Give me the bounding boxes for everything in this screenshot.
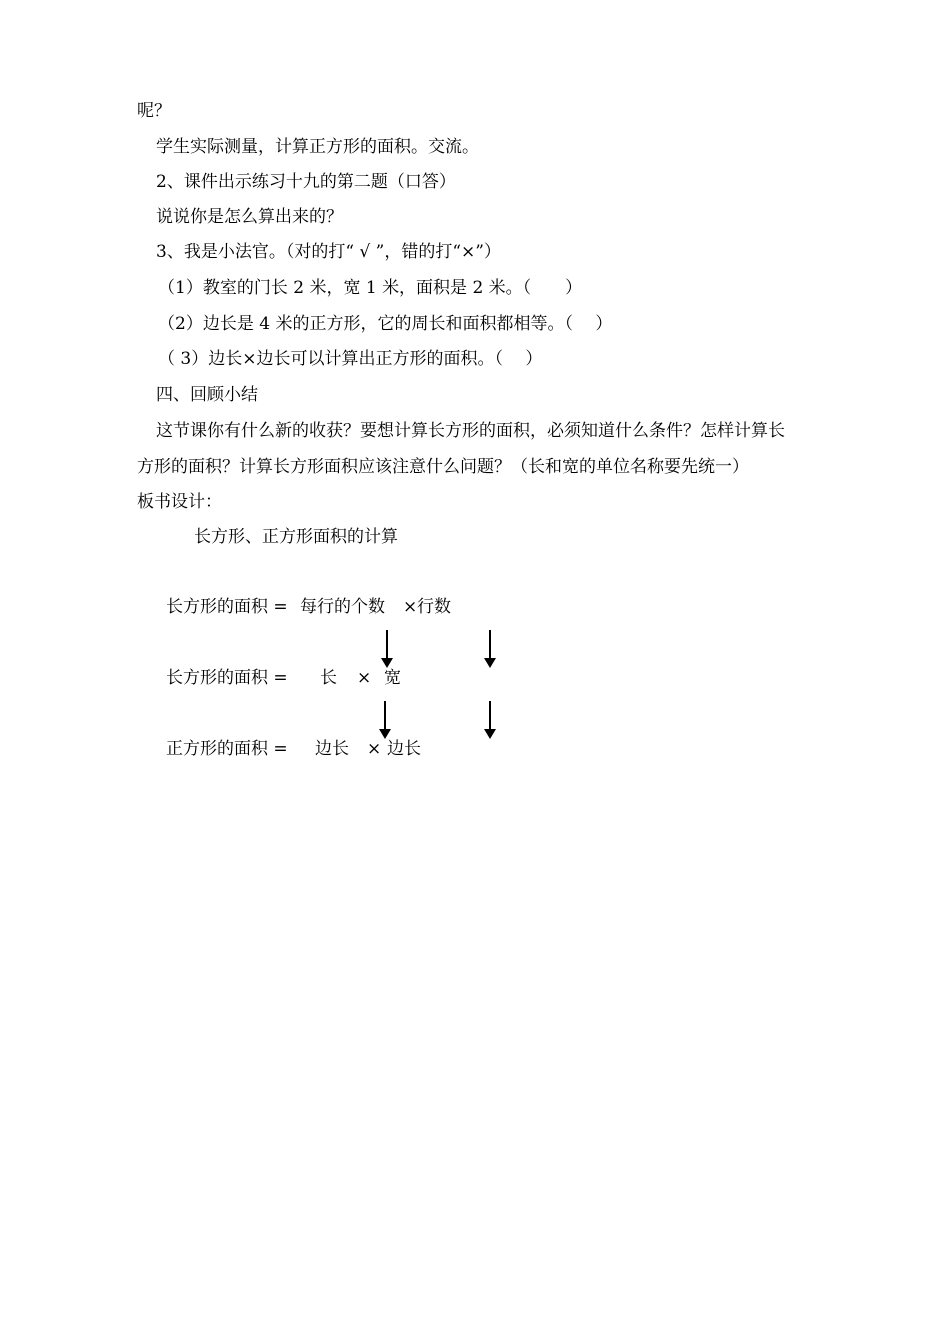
row2-op: × [357,668,372,688]
row1-right: 行数 [417,597,451,617]
text-line-6: （1）教室的门长 2 米，宽 1 米，面积是 2 米。（ ） [158,278,583,298]
row3-left: 边长 [315,739,349,759]
row2-right: 宽 [384,668,401,688]
text-line-5: 3、我是小法官。（对的打“ √ ”，错的打“×”） [156,242,501,262]
row1-left: 每行的个数 [300,597,385,617]
board-title: 长方形、正方形面积的计算 [194,527,398,547]
down-arrow-icon [379,701,391,739]
row3-label: 正方形的面积 = [166,739,288,759]
text-line-11: 方形的面积？计算长方形面积应该注意什么问题？（长和宽的单位名称要先统一） [137,457,749,477]
down-arrow-icon [381,630,393,668]
section-heading-review: 四、回顾小结 [156,385,258,405]
text-line-12: 板书设计： [137,492,222,512]
text-line-7: （2）边长是 4 米的正方形，它的周长和面积都相等。（ ） [158,314,613,334]
text-line-3: 2、课件出示练习十九的第二题（口答） [156,172,456,192]
text-line-8: （ 3）边长×边长可以计算出正方形的面积。（ ） [158,349,543,369]
text-line-4: 说说你是怎么算出来的？ [156,207,343,227]
row3-right: 边长 [387,739,421,759]
down-arrow-icon [484,701,496,739]
row2-label: 长方形的面积 = [166,668,288,688]
text-line-2: 学生实际测量，计算正方形的面积。交流。 [156,137,479,157]
row1-op: × [403,597,418,617]
row2-left: 长 [320,668,337,688]
row1-label: 长方形的面积 = [166,597,288,617]
text-line-1: 呢？ [137,101,171,121]
text-line-10: 这节课你有什么新的收获？要想计算长方形的面积，必须知道什么条件？怎样计算长 [156,421,785,441]
row3-op: × [367,739,382,759]
down-arrow-icon [484,630,496,668]
